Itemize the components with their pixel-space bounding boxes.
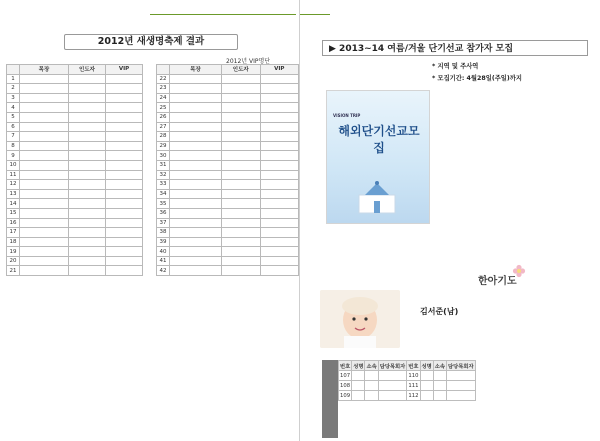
prayer-title: 한아기도: [478, 276, 517, 287]
row-vip: [106, 180, 143, 190]
table-row: [157, 228, 299, 238]
table-row: [7, 228, 143, 238]
row-mokjang: [20, 180, 69, 190]
row-mokjang: [169, 160, 221, 170]
row-vip: [106, 266, 143, 276]
row-number: 38: [157, 228, 170, 238]
row-mokjang: [169, 228, 221, 238]
row-mokjang: [169, 141, 221, 151]
row-number: 20: [7, 256, 20, 266]
row-number: 37: [157, 218, 170, 228]
row-leader: [69, 132, 106, 142]
registry-cell: [378, 381, 407, 391]
table-row: [7, 103, 143, 113]
table-row: [339, 381, 476, 391]
row-number: 31: [157, 160, 170, 170]
row-number: 39: [157, 237, 170, 247]
table-row: [157, 151, 299, 161]
table-row: [157, 247, 299, 257]
row-mokjang: [20, 93, 69, 103]
row-leader: [222, 208, 261, 218]
row-number: 14: [7, 199, 20, 209]
registry-table: [338, 360, 476, 401]
row-number: 1: [7, 74, 20, 84]
row-number: 28: [157, 132, 170, 142]
registry-cell: [365, 381, 378, 391]
row-number: 25: [157, 103, 170, 113]
registry-cell: [352, 381, 365, 391]
row-vip: [260, 122, 298, 132]
table-row: [157, 199, 299, 209]
row-number: 12: [7, 180, 20, 190]
registry-cell: [378, 391, 407, 401]
row-leader: [69, 112, 106, 122]
poster-title: 해외단기선교모집: [338, 124, 420, 155]
table-row: [7, 151, 143, 161]
row-mokjang: [20, 266, 69, 276]
table-row: [7, 74, 143, 84]
registry-cell: 108: [340, 382, 351, 389]
row-number: 36: [157, 208, 170, 218]
row-leader: [222, 170, 261, 180]
poster-vision: VISION TRIP: [333, 113, 361, 118]
registry-cell: [378, 371, 407, 381]
row-number: 33: [157, 180, 170, 190]
row-vip: [106, 170, 143, 180]
row-number: 15: [7, 208, 20, 218]
row-mokjang: [20, 208, 69, 218]
row-leader: [222, 180, 261, 190]
row-mokjang: [169, 208, 221, 218]
row-vip: [106, 112, 143, 122]
row-leader: [222, 93, 261, 103]
registry-cell: [433, 381, 446, 391]
table-row: [157, 180, 299, 190]
row-number: 10: [7, 160, 20, 170]
row-vip: [260, 93, 298, 103]
row-vip: [260, 237, 298, 247]
col-num: [7, 65, 20, 75]
row-number: 23: [157, 84, 170, 94]
row-vip: [260, 74, 298, 84]
registry-cell: 110: [408, 372, 419, 379]
row-leader: [222, 218, 261, 228]
row-number: 13: [7, 189, 20, 199]
registry-header: [339, 361, 476, 371]
row-leader: [69, 84, 106, 94]
row-vip: [106, 228, 143, 238]
row-number: 7: [7, 132, 20, 142]
row-leader: [69, 170, 106, 180]
row-leader: [69, 189, 106, 199]
registry-col: 번호: [339, 361, 352, 371]
table-row: [7, 266, 143, 276]
row-number: 30: [157, 151, 170, 161]
row-mokjang: [169, 93, 221, 103]
row-mokjang: [169, 256, 221, 266]
row-leader: [222, 112, 261, 122]
row-number: 41: [157, 256, 170, 266]
row-mokjang: [169, 132, 221, 142]
table-row: [157, 93, 299, 103]
row-vip: [260, 141, 298, 151]
row-leader: [222, 237, 261, 247]
row-leader: [69, 208, 106, 218]
row-leader: [69, 218, 106, 228]
row-leader: [69, 74, 106, 84]
registry-cell: [433, 371, 446, 381]
row-mokjang: [169, 74, 221, 84]
row-vip: [260, 228, 298, 238]
table-row: [7, 93, 143, 103]
table-row: [157, 237, 299, 247]
table-row: [157, 84, 299, 94]
row-vip: [260, 208, 298, 218]
row-leader: [222, 189, 261, 199]
row-leader: [222, 228, 261, 238]
row-leader: [222, 84, 261, 94]
vip-table-left-header: [7, 65, 143, 75]
registry-col: 성명: [420, 361, 433, 371]
col-leader: 인도자: [69, 65, 106, 75]
row-mokjang: [169, 218, 221, 228]
row-vip: [106, 189, 143, 199]
row-mokjang: [169, 122, 221, 132]
row-number: 2: [7, 84, 20, 94]
table-row: [7, 141, 143, 151]
registry-cell: [352, 391, 365, 401]
baby-image: [320, 290, 400, 348]
row-vip: [106, 151, 143, 161]
row-vip: [260, 199, 298, 209]
church-illustration: [353, 179, 401, 215]
table-row: [157, 74, 299, 84]
table-row: [157, 122, 299, 132]
row-leader: [69, 141, 106, 151]
row-mokjang: [20, 112, 69, 122]
table-row: [157, 189, 299, 199]
col-mokjang: 목장: [169, 65, 221, 75]
registry-cell: [447, 391, 476, 401]
table-row: [7, 218, 143, 228]
row-mokjang: [20, 189, 69, 199]
row-number: 24: [157, 93, 170, 103]
vip-title: [64, 34, 238, 50]
left-header-rule: [150, 14, 296, 15]
row-vip: [106, 84, 143, 94]
row-number: 35: [157, 199, 170, 209]
registry-col: 성명: [352, 361, 365, 371]
row-mokjang: [169, 266, 221, 276]
row-number: 26: [157, 112, 170, 122]
row-number: 5: [7, 112, 20, 122]
row-leader: [69, 199, 106, 209]
registry-col: 소속: [365, 361, 378, 371]
row-number: 32: [157, 170, 170, 180]
mission-deadline: * 모집기간: 4월28일(주일)까지: [432, 75, 522, 83]
row-vip: [260, 84, 298, 94]
row-number: 9: [7, 151, 20, 161]
registry-cell: [447, 371, 476, 381]
registry-side-label: [322, 360, 338, 438]
row-number: 11: [7, 170, 20, 180]
row-mokjang: [20, 141, 69, 151]
row-mokjang: [20, 103, 69, 113]
row-leader: [69, 256, 106, 266]
registry-cell: [433, 391, 446, 401]
row-leader: [69, 122, 106, 132]
row-mokjang: [20, 256, 69, 266]
table-row: [7, 122, 143, 132]
row-mokjang: [169, 180, 221, 190]
row-mokjang: [20, 228, 69, 238]
row-vip: [106, 122, 143, 132]
table-row: [7, 180, 143, 190]
table-row: [7, 208, 143, 218]
row-number: 18: [7, 237, 20, 247]
row-leader: [69, 151, 106, 161]
row-mokjang: [20, 170, 69, 180]
row-vip: [106, 256, 143, 266]
row-mokjang: [20, 237, 69, 247]
registry-col: 소속: [433, 361, 446, 371]
row-vip: [260, 218, 298, 228]
row-number: 16: [7, 218, 20, 228]
row-leader: [69, 160, 106, 170]
mission-title: ▶ 2013~14 여름/겨울 단기선교 참가자 모집: [322, 40, 588, 56]
row-mokjang: [20, 247, 69, 257]
row-mokjang: [20, 132, 69, 142]
registry-col: 담당목회자: [378, 361, 407, 371]
row-number: 40: [157, 247, 170, 257]
registry-cell: [447, 381, 476, 391]
row-vip: [260, 256, 298, 266]
row-number: 22: [157, 74, 170, 84]
table-row: [7, 84, 143, 94]
table-row: [157, 103, 299, 113]
table-row: [7, 189, 143, 199]
row-mokjang: [169, 247, 221, 257]
row-leader: [69, 247, 106, 257]
row-vip: [106, 237, 143, 247]
row-mokjang: [169, 199, 221, 209]
right-header-rule: [300, 14, 330, 15]
row-vip: [260, 151, 298, 161]
table-row: [157, 208, 299, 218]
row-mokjang: [20, 84, 69, 94]
table-row: [7, 132, 143, 142]
row-vip: [260, 266, 298, 276]
registry-col: 번호: [407, 361, 420, 371]
row-vip: [106, 247, 143, 257]
vip-table-right-header: [157, 65, 299, 75]
row-vip: [260, 132, 298, 142]
registry-cell: 107: [340, 372, 351, 379]
row-leader: [222, 199, 261, 209]
row-leader: [222, 151, 261, 161]
registry-cell: [365, 391, 378, 401]
row-leader: [222, 74, 261, 84]
vip-note: 2012년 VIP명단: [226, 58, 271, 65]
row-leader: [69, 266, 106, 276]
row-mokjang: [169, 237, 221, 247]
registry-cell: [420, 371, 433, 381]
row-leader: [222, 122, 261, 132]
vip-table-left: [6, 64, 143, 276]
row-vip: [106, 218, 143, 228]
row-vip: [106, 74, 143, 84]
vip-table-right: [156, 64, 299, 276]
row-leader: [222, 132, 261, 142]
row-leader: [222, 103, 261, 113]
row-leader: [222, 247, 261, 257]
row-vip: [106, 103, 143, 113]
table-row: [339, 371, 476, 381]
table-row: [7, 247, 143, 257]
vip-title-text: 2012년 새생명축제 결과: [97, 36, 205, 47]
table-row: [7, 256, 143, 266]
registry-cell: [365, 371, 378, 381]
row-number: 21: [7, 266, 20, 276]
row-vip: [260, 189, 298, 199]
table-row: [7, 170, 143, 180]
row-number: 42: [157, 266, 170, 276]
table-row: [157, 256, 299, 266]
row-number: 3: [7, 93, 20, 103]
col-leader: 인도자: [222, 65, 261, 75]
table-row: [7, 112, 143, 122]
row-vip: [260, 170, 298, 180]
row-mokjang: [169, 84, 221, 94]
registry-cell: [420, 391, 433, 401]
baby-name: 김서준(남): [420, 307, 459, 316]
row-leader: [222, 160, 261, 170]
registry-cell: [420, 381, 433, 391]
table-row: [157, 170, 299, 180]
table-row: [157, 112, 299, 122]
table-row: [7, 199, 143, 209]
col-mokjang: 목장: [20, 65, 69, 75]
row-leader: [69, 237, 106, 247]
row-vip: [106, 199, 143, 209]
row-number: 27: [157, 122, 170, 132]
row-number: 34: [157, 189, 170, 199]
registry-cell: 112: [408, 392, 419, 399]
row-vip: [260, 112, 298, 122]
mission-info-heading: * 지역 및 주사역: [432, 63, 479, 70]
row-vip: [260, 247, 298, 257]
row-vip: [106, 93, 143, 103]
row-vip: [260, 180, 298, 190]
table-row: [157, 132, 299, 142]
col-vip: VIP: [260, 65, 298, 75]
flower-icon: [512, 264, 526, 278]
registry-cell: 111: [408, 382, 419, 389]
row-leader: [222, 266, 261, 276]
row-vip: [260, 103, 298, 113]
row-leader: [69, 228, 106, 238]
row-number: 8: [7, 141, 20, 151]
row-mokjang: [20, 74, 69, 84]
table-row: [7, 237, 143, 247]
col-num: [157, 65, 170, 75]
row-number: 19: [7, 247, 20, 257]
registry-cell: 109: [340, 392, 351, 399]
registry-cell: [352, 371, 365, 381]
row-mokjang: [169, 151, 221, 161]
row-vip: [106, 132, 143, 142]
table-row: [157, 160, 299, 170]
row-vip: [106, 208, 143, 218]
row-leader: [69, 93, 106, 103]
row-mokjang: [169, 189, 221, 199]
row-mokjang: [20, 122, 69, 132]
table-row: [339, 391, 476, 401]
col-vip: VIP: [106, 65, 143, 75]
row-leader: [222, 141, 261, 151]
row-mokjang: [20, 151, 69, 161]
row-leader: [222, 256, 261, 266]
mission-info: [432, 62, 594, 84]
row-mokjang: [20, 218, 69, 228]
registry-col: 담당목회자: [447, 361, 476, 371]
mission-poster: [326, 90, 430, 224]
row-vip: [260, 160, 298, 170]
table-row: [157, 141, 299, 151]
row-leader: [69, 180, 106, 190]
table-row: [7, 160, 143, 170]
row-leader: [69, 103, 106, 113]
row-mokjang: [169, 112, 221, 122]
baby-photo: [320, 290, 400, 348]
row-vip: [106, 160, 143, 170]
row-number: 17: [7, 228, 20, 238]
table-row: [157, 218, 299, 228]
row-mokjang: [20, 160, 69, 170]
row-mokjang: [20, 199, 69, 209]
row-mokjang: [169, 103, 221, 113]
table-row: [157, 266, 299, 276]
row-number: 6: [7, 122, 20, 132]
row-vip: [106, 141, 143, 151]
row-number: 4: [7, 103, 20, 113]
row-mokjang: [169, 170, 221, 180]
row-number: 29: [157, 141, 170, 151]
